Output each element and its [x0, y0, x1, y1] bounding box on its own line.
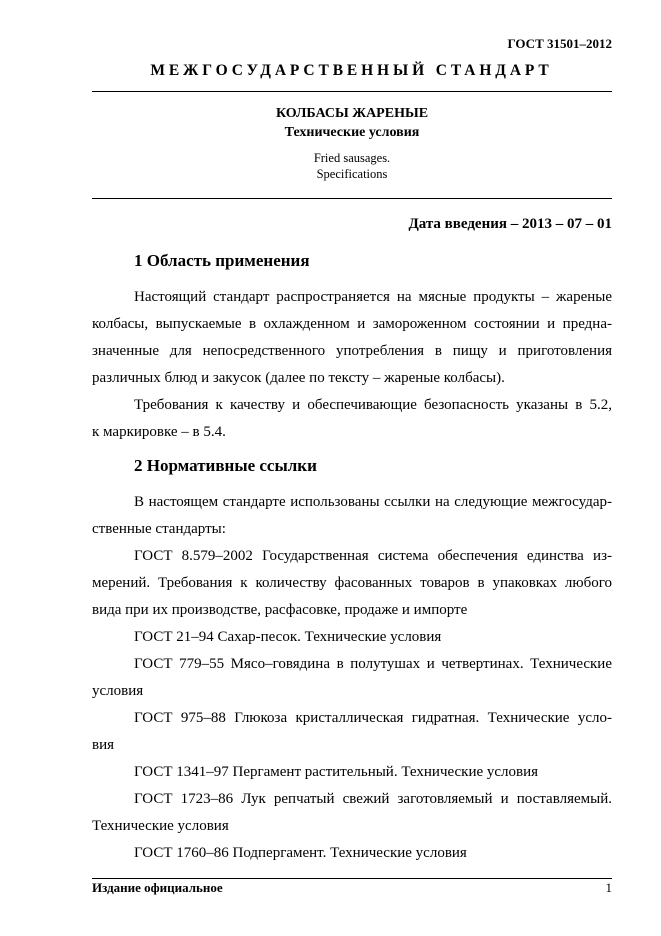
title-rule: [92, 198, 612, 199]
standard-banner: МЕЖГОСУДАРСТВЕННЫЙ СТАНДАРТ: [150, 62, 553, 79]
paragraph-line: значенные для непосредственного употребления в пищу и приготовления: [92, 343, 612, 359]
reference-line: вия: [92, 737, 115, 753]
reference-line: ГОСТ 1341–97 Пергамент растительный. Технические условия: [134, 764, 539, 780]
reference-line: ГОСТ 8.579–2002 Государственная система обеспечения единства из-: [134, 548, 612, 564]
paragraph-line: Требования к качеству и обеспечивающие безопасность указаны в 5.2,: [134, 397, 612, 413]
top-rule: [92, 91, 612, 92]
document-subtitle: Технические условия: [284, 125, 420, 140]
paragraph-line: В настоящем стандарте использованы ссылки на следующие межгосудар-: [134, 494, 612, 510]
paragraph-line: ственные стандарты:: [92, 521, 226, 537]
paragraph-line: Настоящий стандарт распространяется на мясные продукты – жареные: [134, 289, 612, 305]
edition-label: Издание официальное: [92, 880, 223, 895]
paragraph-line: к маркировке – в 5.4.: [92, 424, 226, 440]
reference-line: условия: [92, 683, 144, 699]
page-number: 1: [605, 880, 612, 895]
reference-line: ГОСТ 1760–86 Подпергамент. Технические условия: [134, 845, 467, 861]
reference-line: мерений. Требования к количеству фасованных товаров в упаковках любого: [92, 575, 612, 591]
reference-line: ГОСТ 1723–86 Лук репчатый свежий заготовляемый и поставляемый.: [134, 791, 612, 807]
reference-line: ГОСТ 975–88 Глюкоза кристаллическая гидратная. Технические усло-: [134, 710, 612, 726]
footer-rule: [92, 878, 612, 879]
reference-line: ГОСТ 21–94 Сахар-песок. Технические условия: [134, 629, 442, 645]
document-title: КОЛБАСЫ ЖАРЕНЫЕ: [275, 106, 429, 121]
introduction-date: Дата введения – 2013 – 07 – 01: [408, 216, 612, 232]
reference-line: ГОСТ 779–55 Мясо–говядина в полутушах и четвертинах. Технические: [134, 656, 612, 672]
english-title: Fried sausages.: [313, 151, 391, 165]
gost-number: ГОСТ 31501–2012: [507, 36, 612, 51]
english-subtitle: Specifications: [316, 167, 388, 181]
reference-line: вида при их производстве, расфасовке, продаже и импорте: [92, 602, 468, 618]
reference-line: Технические условия: [92, 818, 229, 834]
section-heading-normative-references: 2 Нормативные ссылки: [134, 456, 317, 475]
section-heading-scope: 1 Область применения: [134, 251, 310, 270]
paragraph-line: различных блюд и закусок (далее по тексту – жареные колбасы).: [92, 370, 505, 386]
paragraph-line: колбасы, выпускаемые в охлажденном и замороженном состоянии и предна-: [92, 316, 612, 332]
